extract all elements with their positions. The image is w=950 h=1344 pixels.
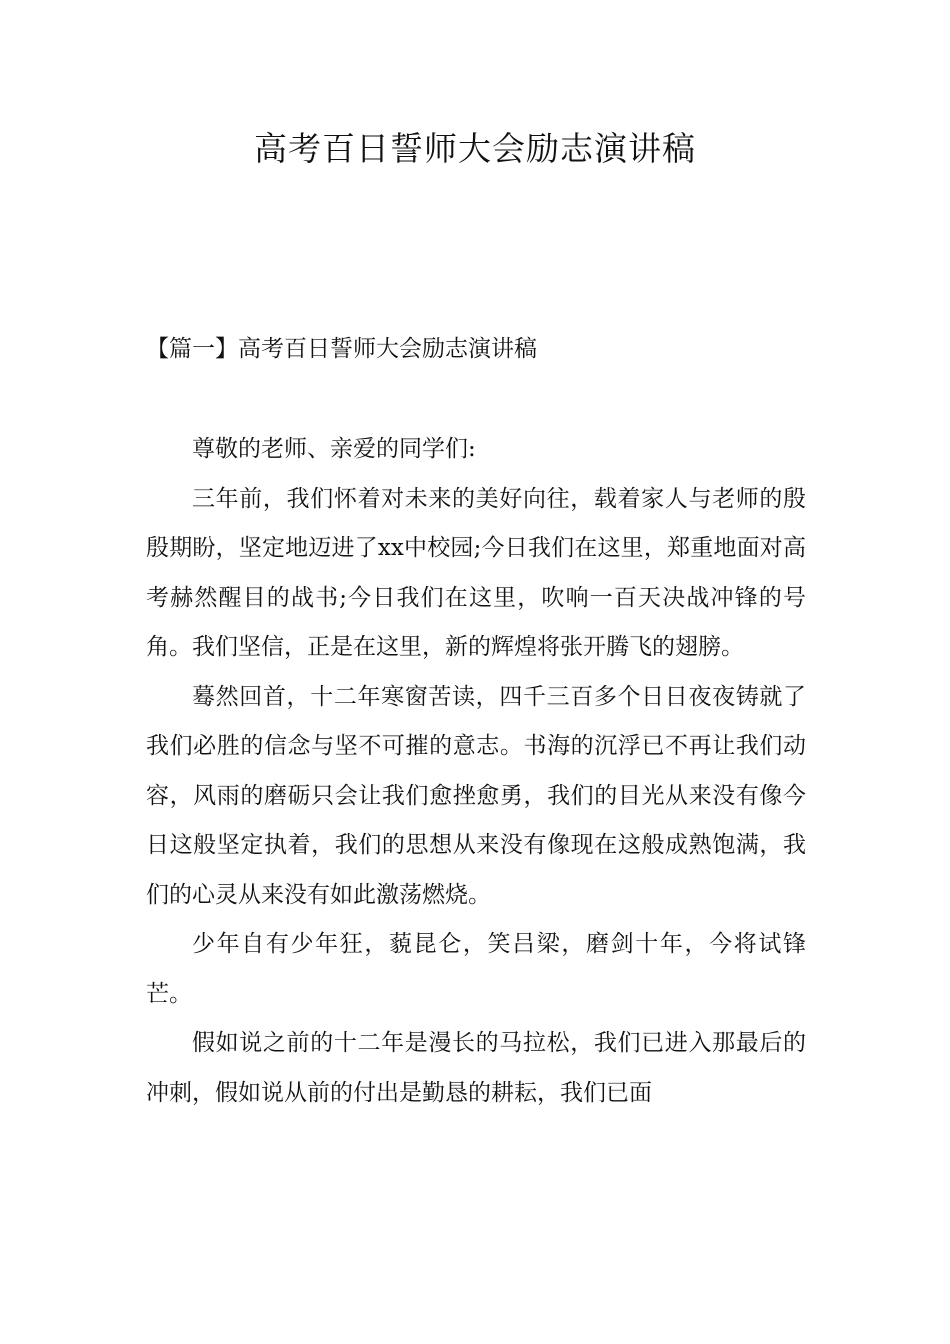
paragraph: 蓦然回首，十二年寒窗苦读，四千三百多个日日夜夜铸就了我们必胜的信念与坚不可摧的意志。书海的沉浮已不再让我们动容，风雨的磨砺只会让我们愈挫愈勇，我们的目光从来没有像今日这般坚定执着，我们的思想从来没有像现在这般成熟饱满，我们的心灵从来没有如此激荡燃烧。: [146, 683, 806, 908]
body-text: [146, 425, 806, 1118]
section-heading: 【篇一】高考百日誓师大会励志演讲稿: [146, 336, 537, 362]
paragraph-salutation: 尊敬的老师、亲爱的同学们:: [192, 436, 476, 462]
paragraph: 少年自有少年狂，藐昆仑，笑吕梁，磨剑十年，今将试锋芒。: [146, 931, 806, 1007]
paragraph: 假如说之前的十二年是漫长的马拉松，我们已进入那最后的冲刺，假如说从前的付出是勤恳的耕耘，我们已面: [146, 1030, 806, 1106]
paragraph: 三年前，我们怀着对未来的美好向往，载着家人与老师的殷殷期盼，坚定地迈进了xx中校园;今日我们在这里，郑重地面对高考赫然醒目的战书;今日我们在这里，吹响一百天决战冲锋的号角。我们坚信，正是在这里，新的辉煌将张开腾飞的翅膀。: [146, 485, 806, 660]
document-title: 高考百日誓师大会励志演讲稿: [254, 129, 696, 168]
